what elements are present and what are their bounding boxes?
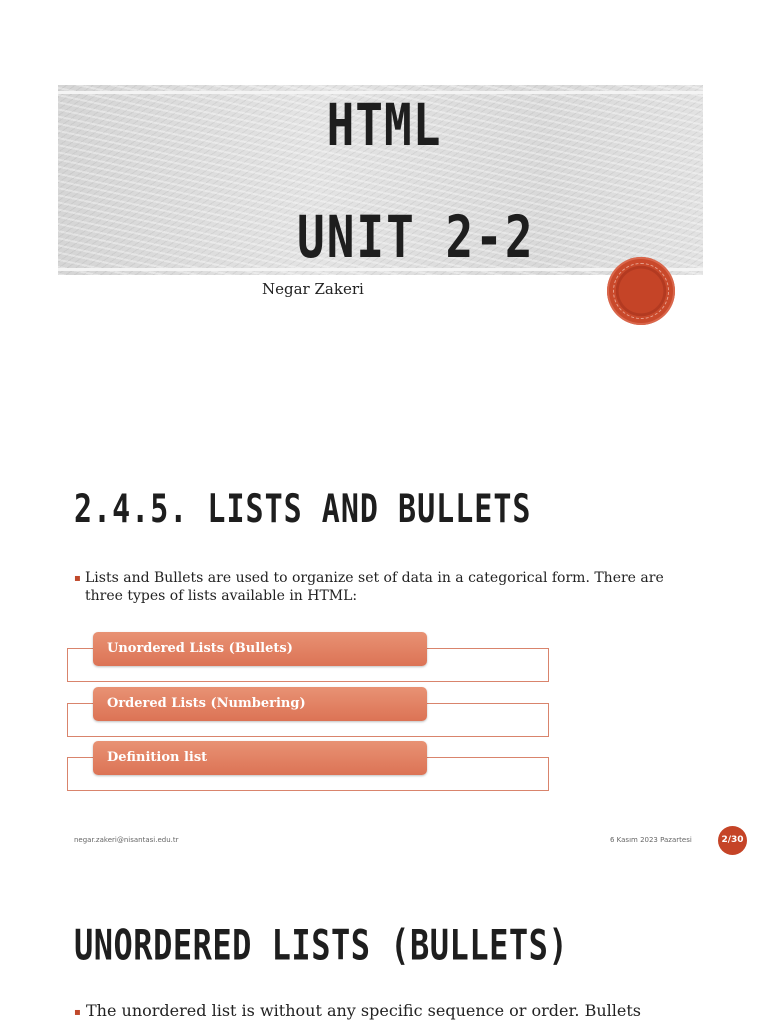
presentation-title: HTML (326, 91, 442, 159)
red-circle-ornament-icon (607, 257, 675, 325)
slide-heading: 2.4.5. LISTS AND BULLETS (74, 486, 532, 533)
footer-date: 6 Kasım 2023 Pazartesi (610, 836, 692, 844)
square-bullet-icon: ▪ (74, 573, 81, 584)
list-item-unordered: Unordered Lists (Bullets) (93, 632, 427, 666)
presentation-subtitle: UNIT 2-2 (297, 203, 535, 271)
footer-email: negar.zakeri@nisantasi.edu.tr (74, 836, 179, 844)
list-item-definition: Definition list (93, 741, 427, 775)
square-bullet-icon: ▪ (74, 1007, 81, 1018)
page-number-badge: 2/30 (718, 826, 747, 855)
list-item-ordered: Ordered Lists (Numbering) (93, 687, 427, 721)
bullet-text: The unordered list is without any specific sequence or order. Bullets (86, 1001, 641, 1020)
bullet-text: Lists and Bullets are used to organize set of data in a categorical form. There are three types of lists available in HTML: (85, 570, 664, 604)
slide-heading: UNORDERED LISTS (BULLETS) (74, 920, 569, 970)
author-name: Negar Zakeri (262, 280, 364, 298)
